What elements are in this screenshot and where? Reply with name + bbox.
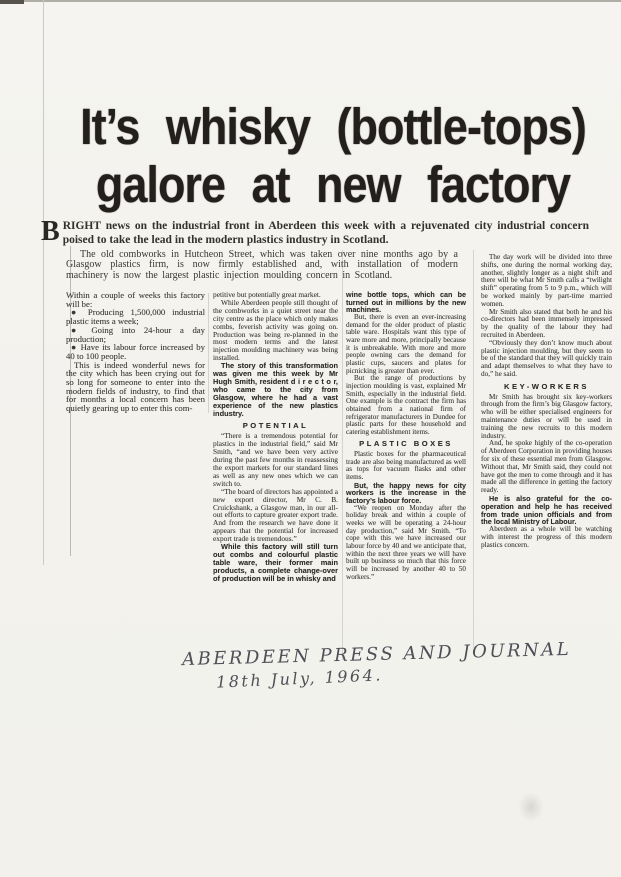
scan-corner-mark	[0, 0, 24, 4]
lead-paragraph: The old combworks in Hutcheon Street, which was taken over nine months ago by a Glasgow plastics firm, is now firmly established and, with installation of modern machinery is now the largest plastic injection moulding concern in Scotland.	[66, 249, 458, 281]
section-heading-potential: POTENTIAL	[242, 420, 309, 430]
paragraph: Mr Smith also stated that both he and his co-directors had been immensely impressed by the quality of the labour they had recruited in Aberdeen.	[481, 307, 612, 339]
bold-paragraph: He is also grateful for the co-operation and help he has received from trade union officials and from the local Ministry of Labour.	[481, 493, 612, 527]
paragraph: Within a couple of weeks this factory will be:	[66, 290, 205, 309]
intro-text: RIGHT news on the industrial front in Aberdeen this week with a rejuvenated city industrial concern poised to take the lead in the modern plastics industry in Scotland.	[62, 220, 589, 246]
paragraph: petitive but potentially great market.	[213, 290, 321, 299]
bold-paragraph: The story of this transformation was given me this week by Mr Hugh Smith, resident d i r e c t o r, who came to the city from Glasgow, where he had a vast experience of the new plastics industry.	[213, 361, 338, 418]
paragraph: The day work will be divided into three shifts, one during the normal working day, another, slightly longer as a night shift and there will be what Mr Smith calls a “twilight shift” operating from 5 to 9 p.m., which will be worked mainly by part-time married women.	[481, 253, 612, 308]
handwritten-annotation-line-2: 18th July, 1964.	[215, 665, 384, 692]
paragraph: While Aberdeen people still thought of the combworks in a quiet street near the city centre as the place which only makes combs, feverish activity was going on. Production was being re-planned in the most modern terms and the latest injection moulding machinery was being installed.	[213, 297, 338, 363]
handwritten-annotation-line-1: ABERDEEN PRESS AND JOURNAL	[181, 638, 572, 671]
bullet-item: ● Have its labour force increased by 40 to 100 people.	[66, 342, 205, 361]
bullet-item: ● Going into 24-hour a day production;	[66, 324, 205, 344]
paragraph: “We reopen on Monday after the holiday break and within a couple of weeks we will be operating a 24-hour day production,” said Mr Smith. “To cope with this we have increased our labour force by 40 and we anticipate that, within the next three years we will have built up business so much that this force will be increased by another 40 to 50 workers.”	[346, 503, 466, 581]
column-3	[346, 291, 466, 581]
bold-paragraph: wine bottle tops, which can be turned out in millions by the new machines.	[346, 290, 466, 315]
paragraph: And, he spoke highly of the co-operation of Aberdeen Corporation in providing houses for six of these essential men from Glasgow. Without that, Mr Smith said, they could not have got the men to come through and it has made all the difference in getting the factory ready.	[481, 439, 612, 495]
paragraph: But, there is even an ever-increasing demand for the older product of plastic table ware. Hospitals want this type of ware more and more, principally because it is unbreakable. With more and more people owning cars the demand for plastic cups, saucers and plates for picnicking is greater than ever.	[346, 312, 466, 375]
section-heading-plastic-boxes: PLASTIC BOXES	[359, 439, 453, 449]
paragraph: Plastic boxes for the pharmaceutical trade are also being manufactured as well as tops for vacuum flasks and other items.	[346, 450, 466, 482]
intro-paragraph	[41, 216, 589, 247]
column-rule	[208, 293, 209, 413]
column-2	[213, 291, 338, 583]
scan-fold-line	[43, 0, 44, 565]
paragraph: Mr Smith has brought six key-workers through from the firm’s big Glasgow factory, who will be either specialised engineers for maintenance duties or will be used in training the new recruits to this modern industry.	[481, 392, 612, 440]
column-rule	[473, 250, 474, 648]
column-1	[66, 291, 205, 413]
paragraph: “Obviously they don’t know much about plastic injection moulding, but they seem to be of the standard that they will quickly train and adapt themselves to what they have to do,” he said.	[481, 338, 612, 378]
headline-line-2: galore at new factory	[95, 155, 571, 214]
section-heading-key-workers: KEY-WORKERS	[504, 381, 589, 391]
drop-cap: B	[41, 216, 60, 247]
paragraph: “There is a tremendous potential for plastics in the industrial field,” said Mr Smith, “and we have been very active during the past few months in reassessing the export markets for our standard lines as well as any new ones which we can switch to.	[213, 431, 338, 488]
bold-paragraph: But, the happy news for city workers is the increase in the factory’s labour force.	[346, 480, 466, 506]
scan-top-edge	[0, 0, 621, 2]
bold-paragraph: While this factory will still turn out combs and colourful plastic table ware, their former main products, a complete change-over of production will be in whisky and	[213, 542, 338, 583]
bullet-item: ● Producing 1,500,000 industrial plastic items a week;	[66, 307, 205, 327]
headline-line-1: It’s whisky (bottle-tops)	[80, 97, 586, 156]
paragraph: But the range of productions by injection moulding is vast, explained Mr Smith, especially in the industrial field. One example is the contract the firm has obtained from a national firm of refrigerator manufacturers in Dundee for plastic parts for these household and catering establishment items.	[346, 374, 466, 436]
paragraph: “The board of directors has appointed a new export director, Mr C. B. Cruickshank, a Glasgow man, in our all-out efforts to capture greater export trade. And from the research we have done it appears that the potential for increased export trade is tremendous.”	[213, 486, 338, 544]
scan-stain	[518, 792, 544, 822]
paragraph: Aberdeen as a whole will be watching with interest the progress of this modern plastics concern.	[481, 525, 612, 549]
column-rule	[342, 250, 343, 660]
column-4	[481, 254, 612, 549]
paragraph: This is indeed wonderful news for the city which has been crying out for so long for someone to enter into the modern fields of industry, to find that for months a local concern has been quietly gearing up to enter this com-	[66, 359, 205, 414]
headline	[78, 94, 588, 214]
